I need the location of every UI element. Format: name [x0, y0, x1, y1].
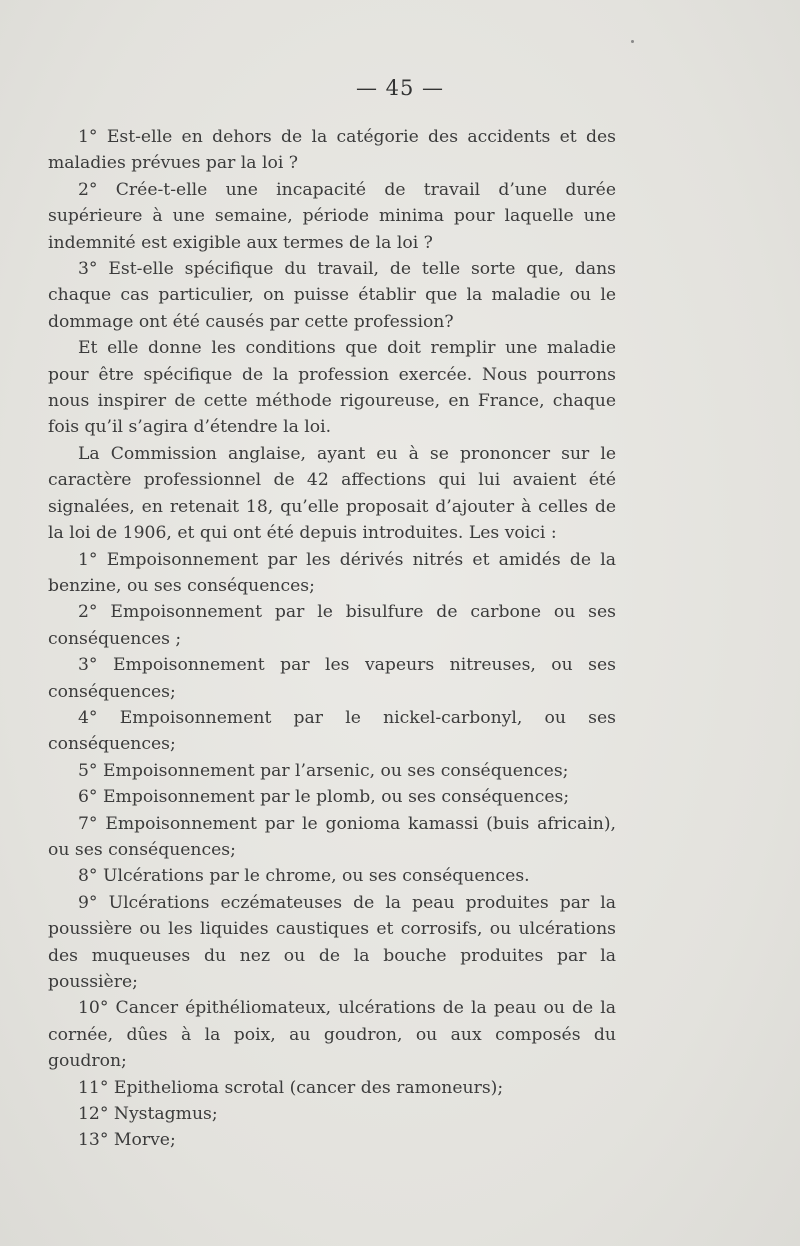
paper-speck [631, 40, 634, 43]
page-number: — 45 — [355, 76, 445, 100]
body-text [48, 124, 616, 1154]
list-item-9: 9° Ulcérations eczémateuses de la peau produites par la poussière ou les liquides caustiques et corrosifs, ou ulcérations des muqueuses du nez ou de la bouche produites par la poussière; [48, 892, 616, 992]
list-item-1: 1° Empoisonnement par les dérivés nitrés et amidés de la benzine, ou ses conséquences; [48, 549, 616, 596]
paragraph-question-1: 1° Est-elle en dehors de la catégorie des accidents et des maladies prévues par la loi ? [48, 127, 616, 174]
paragraph-conditions: Et elle donne les conditions que doit remplir une maladie pour être spécifique de la profession exercée. Nous pourrons nous inspirer de cette méthode rigoureuse, en France, chaque fois qu’il s’agira d’étendre la loi. [48, 338, 616, 438]
list-item-2: 2° Empoisonnement par le bisulfure de carbone ou ses conséquences ; [48, 602, 616, 649]
paragraph-question-3: 3° Est-elle spécifique du travail, de telle sorte que, dans chaque cas particulier, on puisse établir que la maladie ou le dommage ont été causés par cette profession? [48, 259, 616, 332]
list-item-13: 13° Morve; [78, 1130, 176, 1151]
list-item-12: 12° Nystagmus; [78, 1104, 218, 1125]
paragraph-question-2: 2° Crée-t-elle une incapacité de travail d’une durée supérieure à une semaine, période minima pour laquelle une indemnité est exigible aux termes de la loi ? [48, 179, 616, 253]
list-item-11: 11° Epithelioma scrotal (cancer des ramoneurs); [78, 1077, 504, 1098]
list-item-5: 5° Empoisonnement par l’arsenic, ou ses conséquences; [78, 760, 569, 781]
list-item-4: 4° Empoisonnement par le nickel-carbonyl, ou ses conséquences; [48, 707, 616, 755]
list-item-8: 8° Ulcérations par le chrome, ou ses conséquences. [78, 866, 530, 887]
list-item-7: 7° Empoisonnement par le gonioma kamassi (buis africain), ou ses conséquences; [48, 813, 616, 860]
list-item-10: 10° Cancer épithéliomateux, ulcérations de la peau ou de la cornée, dûes à la poix, au goudron, ou aux composés du goudron; [48, 998, 616, 1072]
list-item-6: 6° Empoisonnement par le plomb, ou ses conséquences; [78, 787, 570, 808]
list-item-3: 3° Empoisonnement par les vapeurs nitreuses, ou ses conséquences; [48, 655, 616, 702]
paragraph-commission: La Commission anglaise, ayant eu à se prononcer sur le caractère professionnel de 42 affections qui lui avaient été signalées, en retenait 18, qu’elle proposait d’ajouter à celles de la loi de 1906, et qui ont été depuis introduites. Les voici : [48, 443, 616, 544]
